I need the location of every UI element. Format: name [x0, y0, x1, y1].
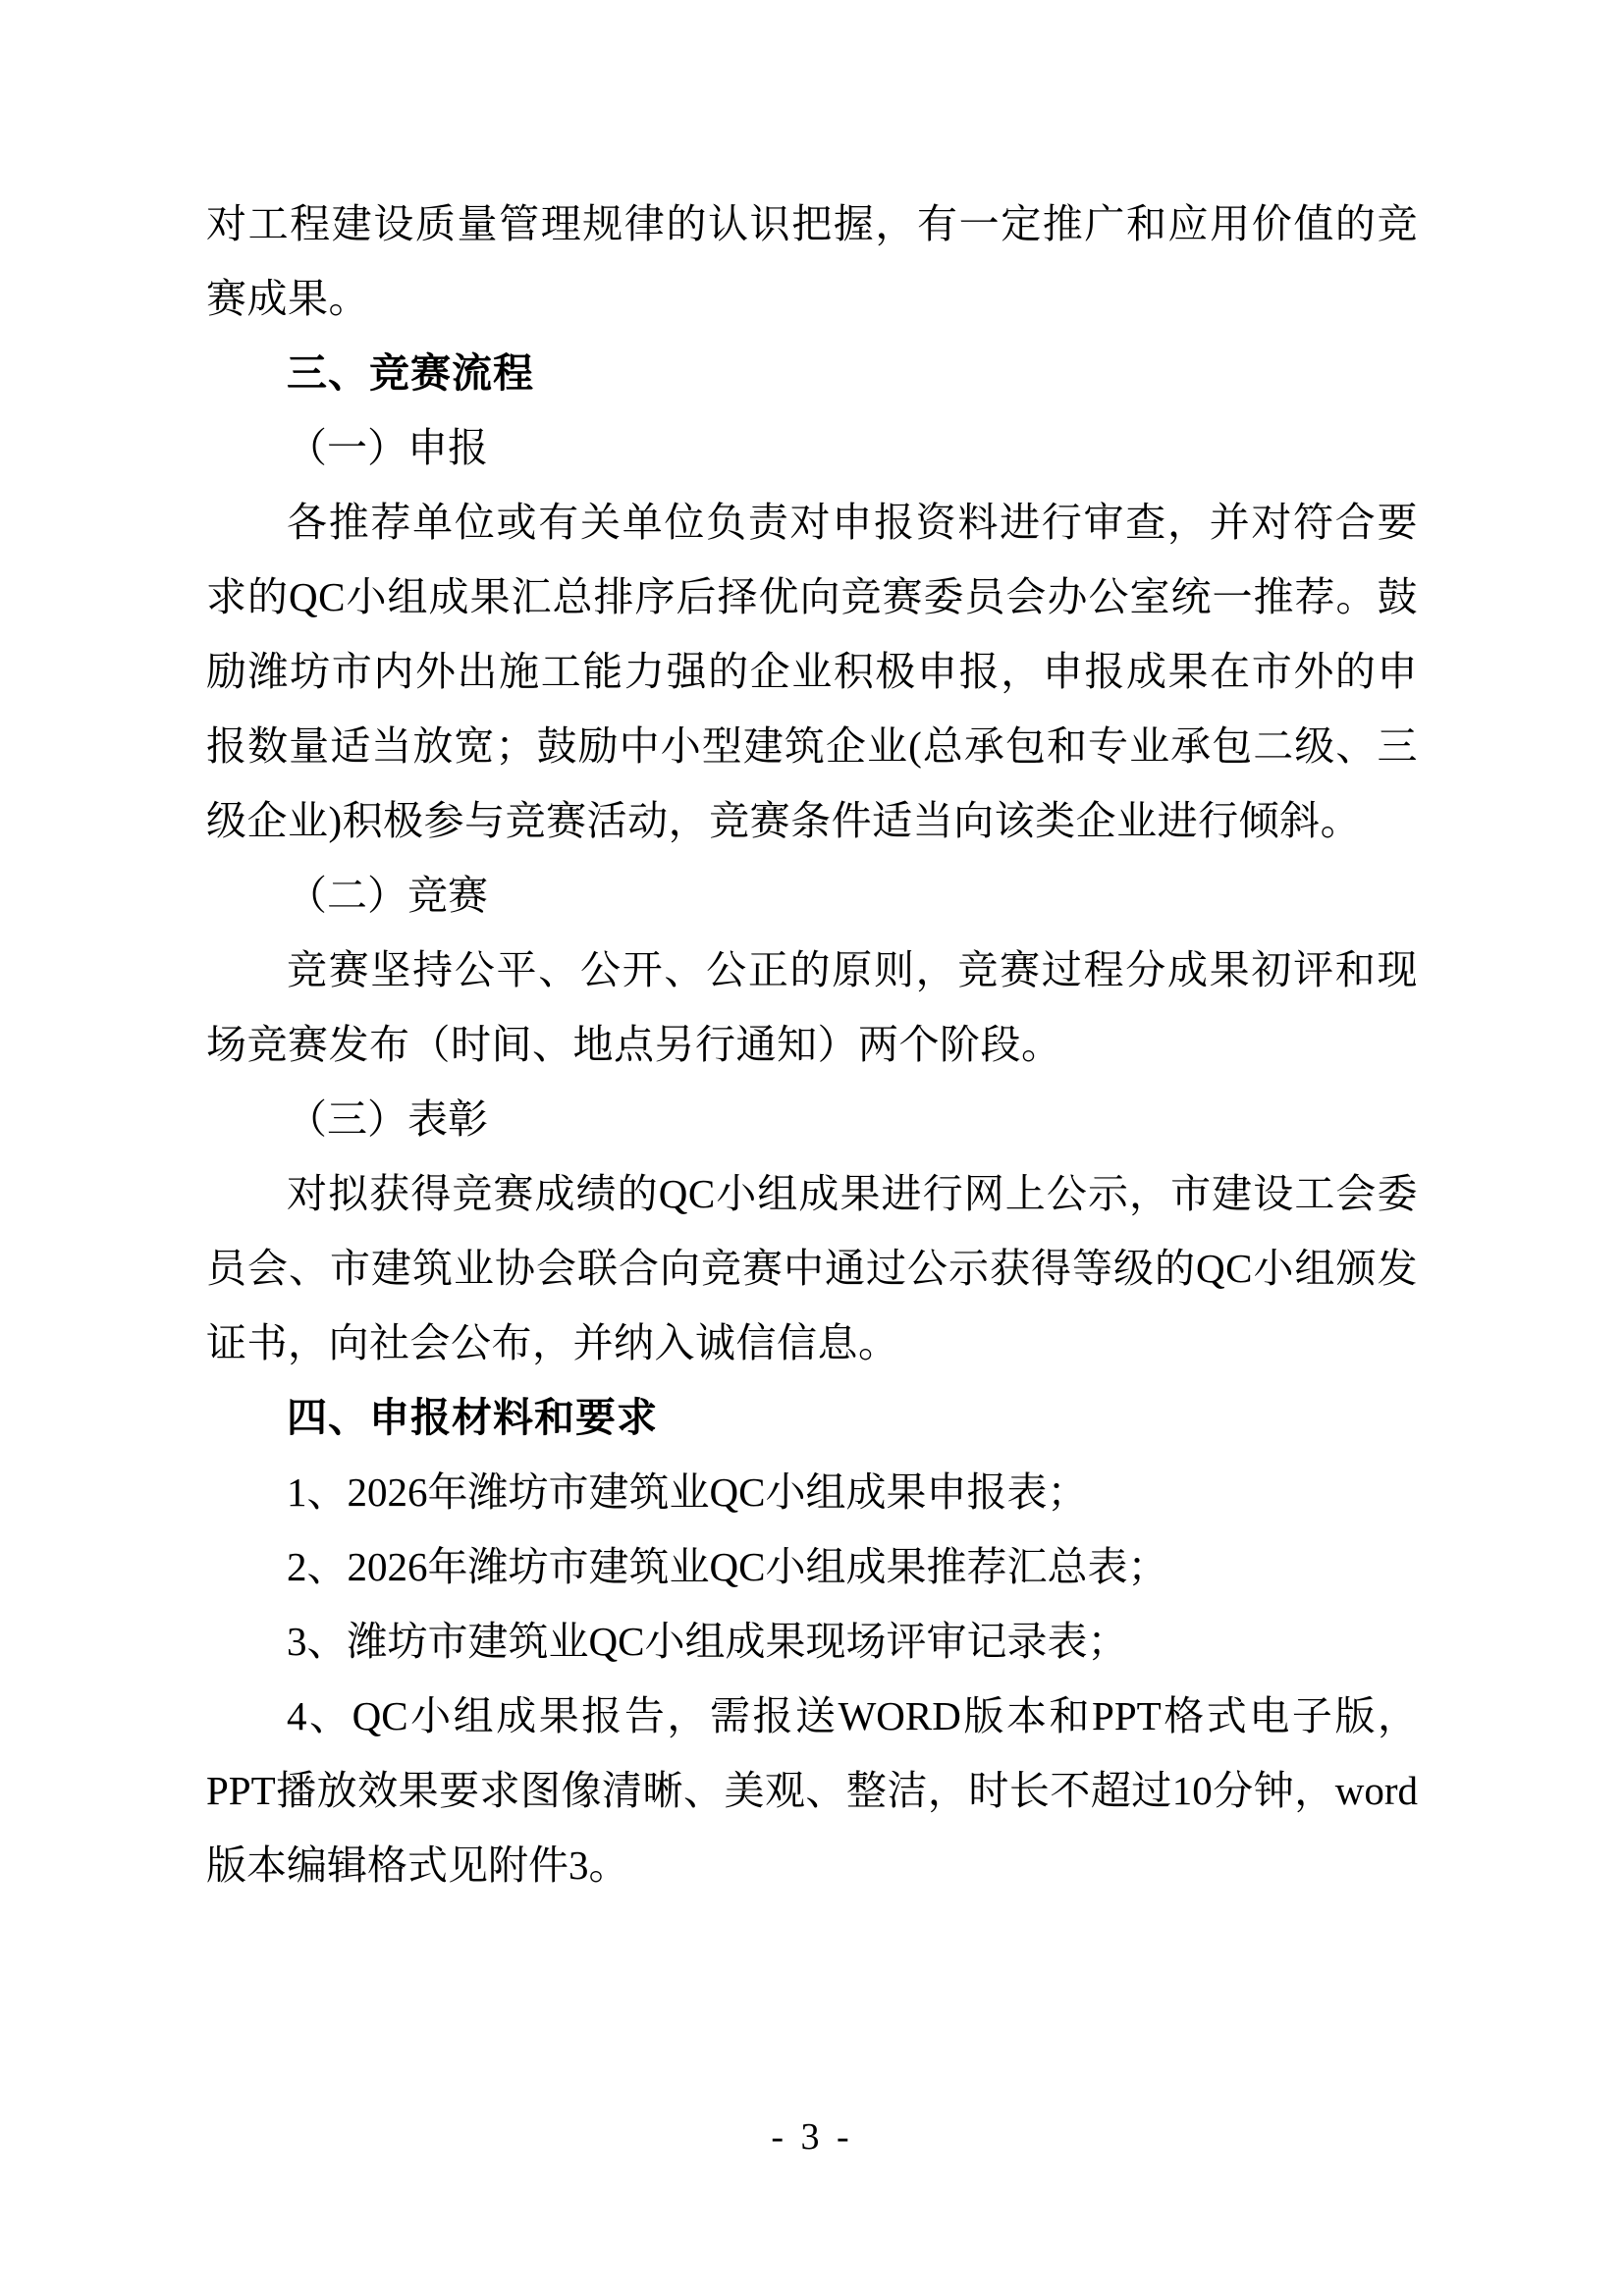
- paragraph-subsection-two-body: 竞赛坚持公平、公开、公正的原则，竞赛过程分成果初评和现场竞赛发布（时间、地点另行通知）两个阶段。: [206, 947, 1418, 1067]
- heading-section-three: 三、竞赛流程: [287, 349, 534, 397]
- list-item: 4、QC小组成果报告，需报送WORD版本和PPT格式电子版，PPT播放效果要求图像清晰、美观、整洁，时长不超过10分钟，word版本编辑格式见附件3。: [206, 1693, 1418, 1888]
- paragraph-subsection-three-body: 对拟获得竞赛成绩的QC小组成果进行网上公示，市建设工会委员会、市建筑业协会联合向竞赛中通过公示获得等级的QC小组颁发证书，向社会公布，并纳入诚信信息。: [206, 1171, 1418, 1365]
- heading-section-four: 四、申报材料和要求: [287, 1394, 658, 1441]
- paragraph-continuation: 对工程建设质量管理规律的认识把握，有一定推广和应用价值的竞赛成果。: [206, 201, 1418, 321]
- list-item: 1、2026年潍坊市建筑业QC小组成果申报表；: [287, 1469, 1088, 1515]
- heading-subsection-three: （三）表彰: [287, 1096, 488, 1142]
- list-item: 2、2026年潍坊市建筑业QC小组成果推荐汇总表；: [287, 1544, 1168, 1589]
- heading-subsection-one: （一）申报: [287, 425, 488, 470]
- page-number: - 3 -: [771, 2116, 853, 2158]
- paragraph-subsection-one-body: 各推荐单位或有关单位负责对申报资料进行审查，并对符合要求的QC小组成果汇总排序后择优向竞赛委员会办公室统一推荐。鼓励潍坊市内外出施工能力强的企业积极申报，申报成果在市外的申报数量适当放宽；鼓励中小型建筑企业(总承包和专业承包二级、三级企业)积极参与竞赛活动，竞赛条件适当向该类企业进行倾斜。: [206, 500, 1418, 843]
- list-item: 3、潍坊市建筑业QC小组成果现场评审记录表；: [287, 1619, 1128, 1664]
- heading-subsection-two: （二）竞赛: [287, 873, 488, 918]
